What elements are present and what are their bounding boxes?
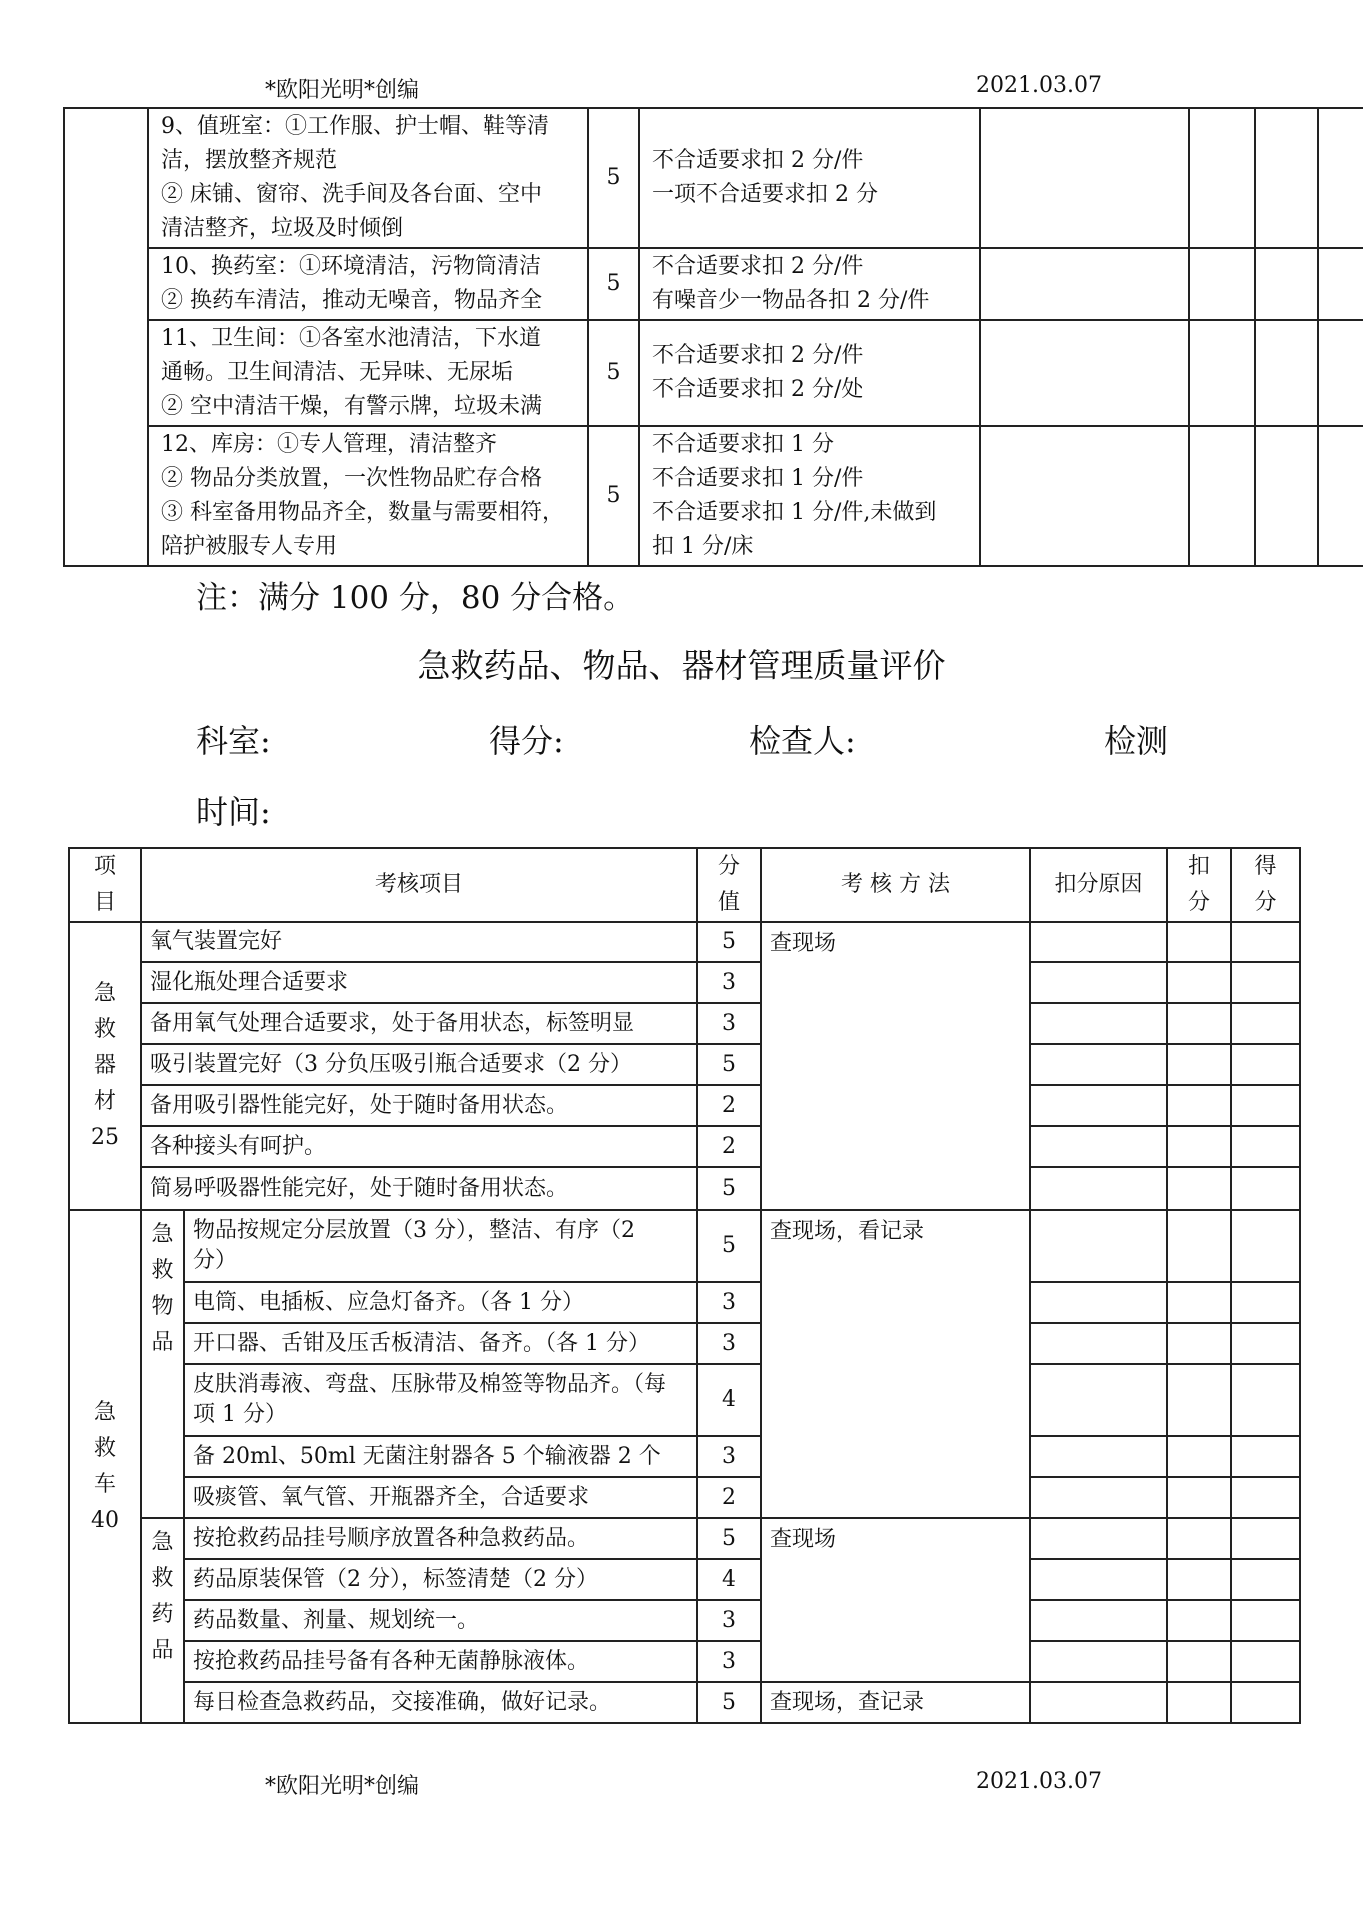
table-row [64,426,1363,566]
reason-cell [1030,1003,1167,1044]
deduct-cell [1189,426,1255,566]
deduct-cell [1167,1085,1231,1126]
got-cell [1231,1641,1300,1682]
method-cell: 查现场 [761,1518,1030,1682]
item-cell: 湿化瓶处理合适要求 [141,962,697,1003]
score-cell: 5 [697,1518,761,1559]
deduct-cell [1189,108,1255,248]
reason-cell [980,108,1189,248]
deduct-cell [1167,1044,1231,1085]
got-cell [1231,1282,1300,1323]
table-row [69,1003,1300,1044]
header-content: 考核项目 [141,848,697,922]
deduct-cell [1167,1167,1231,1210]
method-cell: 不合适要求扣 2 分/件 一项不合适要求扣 2 分 [639,108,980,248]
method-cell: 查现场，查记录 [761,1682,1030,1723]
reason-cell [1030,1085,1167,1126]
reason-cell [1030,1210,1167,1282]
item-cell: 12、库房：①专人管理，清洁整齐 ② 物品分类放置，一次性物品贮存合格 ③ 科室备用物品齐全，数量与需要相符， 陪护被服专人专用 [148,426,588,566]
extra-cell [1318,320,1363,426]
header-project: 项 目 [69,848,141,922]
table-row [69,1085,1300,1126]
subgroup-label-supplies: 急 救 物 品 [141,1210,184,1518]
table-row [69,1210,1300,1282]
header-score: 分 值 [697,848,761,922]
got-cell [1231,1559,1300,1600]
item-cell: 10、换药室：①环境清洁，污物筒清洁 ② 换药车清洁，推动无噪音，物品齐全 [148,248,588,320]
page-title: 急救药品、物品、器材管理质量评价 [417,646,946,685]
method-cell: 查现场，看记录 [761,1210,1030,1518]
group-label-equipment: 急 救 器 材 25 [69,922,141,1210]
item-cell: 备用氧气处理合适要求，处于备用状态，标签明显 [141,1003,697,1044]
item-cell: 吸引装置完好（3 分负压吸引瓶合适要求（2 分） [141,1044,697,1085]
score-cell: 2 [697,1477,761,1518]
got-cell [1231,1682,1300,1723]
score-cell: 5 [697,1044,761,1085]
item-cell: 物品按规定分层放置（3 分），整洁、有序（2 分） [184,1210,697,1282]
method-cell: 查现场 [761,922,1030,1210]
table-row [64,108,1363,248]
header-deduct: 扣 分 [1167,848,1231,922]
deduct-cell [1167,1682,1231,1723]
table-row [69,1044,1300,1085]
table-row [69,1364,1300,1436]
table-row [69,1436,1300,1477]
score-cell: 3 [697,1282,761,1323]
got-cell [1231,1364,1300,1436]
item-cell: 9、值班室：①工作服、护士帽、鞋等清 洁，摆放整齐规范 ② 床铺、窗帘、洗手间及各台面、空中 清洁整齐，垃圾及时倾倒 [148,108,588,248]
deduct-cell [1167,1126,1231,1167]
table-row [69,1167,1300,1210]
got-cell [1231,1003,1300,1044]
item-cell: 简易呼吸器性能完好，处于随时备用状态。 [141,1167,697,1210]
got-cell [1231,1600,1300,1641]
reason-cell [1030,1559,1167,1600]
score-cell: 4 [697,1559,761,1600]
got-cell [1231,1323,1300,1364]
reason-cell [1030,1282,1167,1323]
table-row [64,320,1363,426]
header-author: *欧阳光明*创编 [265,78,420,103]
score-cell: 5 [588,248,639,320]
reason-cell [1030,1518,1167,1559]
table-row [64,248,1363,320]
item-cell: 按抢救药品挂号顺序放置各种急救药品。 [184,1518,697,1559]
got-cell [1231,922,1300,962]
score-cell: 5 [588,426,639,566]
reason-cell [1030,1167,1167,1210]
emergency-evaluation-table [68,847,1301,1724]
extra-cell [1318,248,1363,320]
score-cell: 5 [697,1210,761,1282]
item-cell: 备用吸引器性能完好，处于随时备用状态。 [141,1085,697,1126]
got-cell [1231,1436,1300,1477]
item-cell: 氧气装置完好 [141,922,697,962]
deduct-cell [1167,1600,1231,1641]
score-cell: 3 [697,1600,761,1641]
deduct-cell [1167,1518,1231,1559]
score-cell: 2 [697,1126,761,1167]
footer-date: 2021.03.07 [976,1769,1102,1794]
deduct-cell [1167,1559,1231,1600]
reason-cell [980,426,1189,566]
deduct-cell [1167,1003,1231,1044]
got-cell [1231,1085,1300,1126]
reason-cell [1030,922,1167,962]
table-row [69,962,1300,1003]
item-cell: 按抢救药品挂号备有各种无菌静脉液体。 [184,1641,697,1682]
inspector-label: 检查人: [749,722,856,760]
method-cell: 不合适要求扣 2 分/件 有噪音少一物品各扣 2 分/件 [639,248,980,320]
got-cell [1231,1210,1300,1282]
score-cell: 5 [697,1682,761,1723]
reason-cell [1030,1044,1167,1085]
table-row [69,1518,1300,1559]
item-cell: 每日检查急救药品，交接准确，做好记录。 [184,1682,697,1723]
extra-cell [1318,108,1363,248]
got-cell [1231,1518,1300,1559]
deduct-cell [1167,922,1231,962]
header-method: 考 核 方 法 [761,848,1030,922]
deduct-cell [1167,962,1231,1003]
score-cell: 3 [697,1323,761,1364]
deduct-cell [1167,1477,1231,1518]
header-date: 2021.03.07 [976,73,1102,98]
category-cell [64,108,148,566]
score-cell: 2 [697,1085,761,1126]
table-row [69,1282,1300,1323]
deduct-cell [1167,1282,1231,1323]
subgroup-label-drugs: 急 救 药 品 [141,1518,184,1723]
header-reason: 扣分原因 [1030,848,1167,922]
table-row [69,1641,1300,1682]
table-row [69,1323,1300,1364]
got-cell [1231,962,1300,1003]
method-cell: 不合适要求扣 1 分 不合适要求扣 1 分/件 不合适要求扣 1 分/件,未做到 扣 1 分/床 [639,426,980,566]
reason-cell [1030,1436,1167,1477]
deduct-cell [1167,1364,1231,1436]
time-label: 时间: [196,793,271,831]
score-cell: 5 [697,922,761,962]
item-cell: 皮肤消毒液、弯盘、压脉带及棉签等物品齐。（每 项 1 分） [184,1364,697,1436]
reason-cell [1030,1323,1167,1364]
reason-cell [1030,962,1167,1003]
dept-label: 科室: [196,722,271,760]
item-cell: 开口器、舌钳及压舌板清洁、备齐。（各 1 分） [184,1323,697,1364]
item-cell: 药品原装保管（2 分），标签清楚（2 分） [184,1559,697,1600]
score-cell: 3 [697,962,761,1003]
score-label: 得分: [489,722,564,760]
footer-author: *欧阳光明*创编 [265,1774,420,1799]
got-cell [1231,1044,1300,1085]
reason-cell [1030,1600,1167,1641]
method-cell: 不合适要求扣 2 分/件 不合适要求扣 2 分/处 [639,320,980,426]
reason-cell [1030,1477,1167,1518]
got-cell [1255,426,1318,566]
item-cell: 各种接头有呵护。 [141,1126,697,1167]
table-row [69,1559,1300,1600]
score-cell: 3 [697,1641,761,1682]
reason-cell [1030,1682,1167,1723]
item-cell: 吸痰管、氧气管、开瓶器齐全，合适要求 [184,1477,697,1518]
got-cell [1231,1126,1300,1167]
score-cell: 5 [697,1167,761,1210]
got-cell [1255,108,1318,248]
item-cell: 药品数量、剂量、规划统一。 [184,1600,697,1641]
header-got: 得 分 [1231,848,1300,922]
score-cell: 4 [697,1364,761,1436]
score-cell: 3 [697,1003,761,1044]
group-label-cart: 急 救 车 40 [69,1210,141,1723]
score-cell: 5 [588,108,639,248]
reason-cell [1030,1126,1167,1167]
score-cell: 3 [697,1436,761,1477]
item-cell: 11、卫生间：①各室水池清洁，下水道 通畅。卫生间清洁、无异味、无尿垢 ② 空中清洁干燥，有警示牌，垃圾未满 [148,320,588,426]
item-cell: 电筒、电插板、应急灯备齐。（各 1 分） [184,1282,697,1323]
table-row [69,1477,1300,1518]
deduct-cell [1167,1210,1231,1282]
got-cell [1231,1167,1300,1210]
item-cell: 备 20ml、50ml 无菌注射器各 5 个输液器 2 个 [184,1436,697,1477]
table-row [69,1600,1300,1641]
table-row [69,922,1300,962]
table-row [69,1126,1300,1167]
deduct-cell [1189,248,1255,320]
deduct-cell [1167,1641,1231,1682]
reason-cell [980,320,1189,426]
got-cell [1255,248,1318,320]
deduct-cell [1167,1323,1231,1364]
score-cell: 5 [588,320,639,426]
reason-cell [1030,1364,1167,1436]
reason-cell [980,248,1189,320]
table-row [69,1682,1300,1723]
detect-label: 检测 [1104,722,1169,760]
inspection-table-continued [63,107,1363,567]
table-header-row [69,848,1300,922]
got-cell [1231,1477,1300,1518]
extra-cell [1318,426,1363,566]
deduct-cell [1167,1436,1231,1477]
score-note: 注：满分 100 分，80 分合格。 [196,580,635,616]
reason-cell [1030,1641,1167,1682]
deduct-cell [1189,320,1255,426]
got-cell [1255,320,1318,426]
